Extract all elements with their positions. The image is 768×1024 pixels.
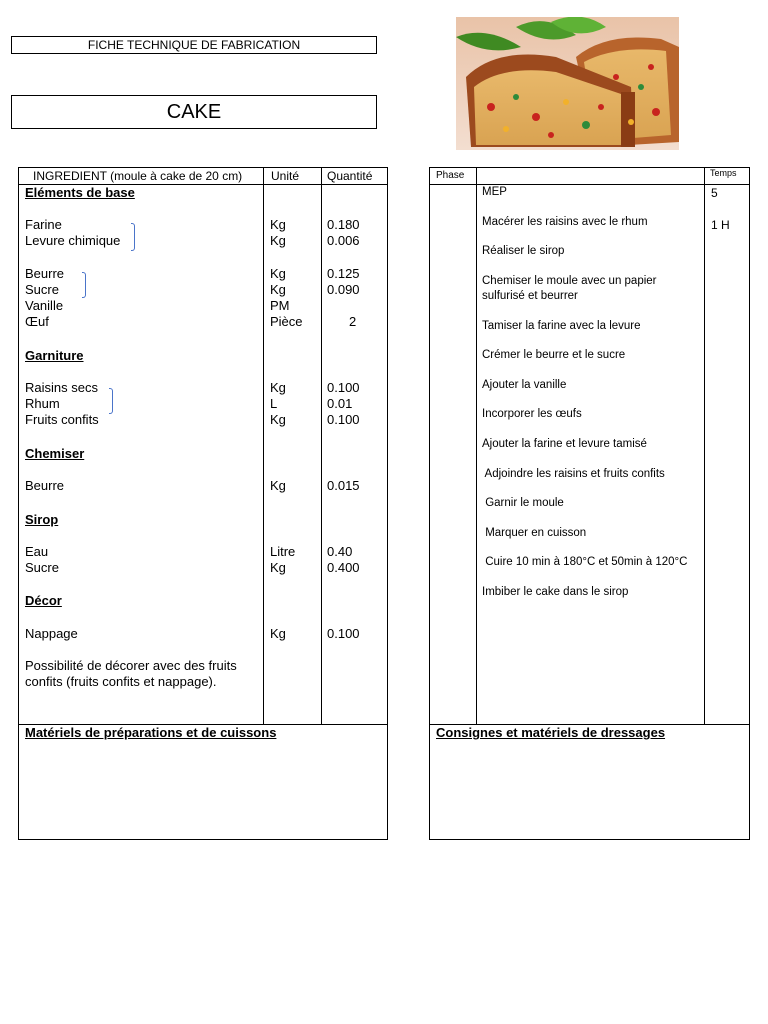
materials-footer: Matériels de préparations et de cuissons xyxy=(25,725,277,740)
ingredient-name: Œuf xyxy=(25,314,49,329)
ingredient-qty: 0.015 xyxy=(327,478,360,493)
ingredient-name: Beurre xyxy=(25,266,65,281)
ingredient-name: Farine xyxy=(25,217,62,232)
step-text: Adjoindre les raisins et fruits confits xyxy=(482,468,665,480)
dressage-footer: Consignes et matériels de dressages xyxy=(436,725,666,740)
ingredient-unit: Kg xyxy=(270,380,286,395)
brace-mark xyxy=(109,388,113,414)
step-text: Macérer les raisins avec le rhum xyxy=(482,216,648,228)
step-text: Incorporer les œufs xyxy=(482,408,582,420)
ingredient-unit: Kg xyxy=(270,233,286,248)
recipe-name: CAKE xyxy=(11,95,377,129)
step-text: Tamiser la farine avec la levure xyxy=(482,320,641,332)
decor-note-line1: Possibilité de décorer avec des fruits xyxy=(25,658,237,673)
ingredient-unit: Kg xyxy=(270,560,286,575)
ingredient-name: Sucre xyxy=(25,560,59,575)
ingredient-unit: Kg xyxy=(270,282,286,297)
ingredient-name: Sucre xyxy=(25,282,59,297)
step-text: Imbiber le cake dans le sirop xyxy=(482,586,629,598)
ingredient-name: Beurre xyxy=(25,478,65,493)
ingredient-qty: 2 xyxy=(349,314,357,329)
step-text: Chemiser le moule avec un papier xyxy=(482,275,657,287)
col-qty-header: Quantité xyxy=(327,169,373,183)
ingredient-qty: 0.100 xyxy=(327,412,360,427)
ingredient-qty: 0.100 xyxy=(327,626,360,641)
ingredients-table xyxy=(18,167,388,840)
fiche-title: FICHE TECHNIQUE DE FABRICATION xyxy=(11,36,377,54)
ingredient-name: Levure chimique xyxy=(25,233,121,248)
step-text: Marquer en cuisson xyxy=(482,527,587,539)
ingredient-name: Nappage xyxy=(25,626,78,641)
col-ingredient-header: INGREDIENT (moule à cake de 20 cm) xyxy=(33,169,243,183)
brace-mark xyxy=(131,223,135,251)
ingredient-qty: 0.180 xyxy=(327,217,360,232)
ingredient-qty: 0.40 xyxy=(327,544,353,559)
step-text: Réaliser le sirop xyxy=(482,245,565,257)
ingredient-unit: Litre xyxy=(270,544,296,559)
ingredient-name: Vanille xyxy=(25,298,64,313)
ingredient-unit: Kg xyxy=(270,626,286,641)
ingredient-qty: 0.006 xyxy=(327,233,360,248)
step-text: MEP xyxy=(482,186,507,198)
ingredient-qty: 0.090 xyxy=(327,282,360,297)
ingredient-qty: 0.125 xyxy=(327,266,360,281)
step-text: Cuire 10 min à 180°C et 50min à 120°C xyxy=(482,556,688,568)
step-text: Ajouter la vanille xyxy=(482,379,567,391)
phase-table xyxy=(429,167,750,840)
section-decor: Décor xyxy=(25,593,62,608)
fruit-cake-photo xyxy=(456,17,679,150)
decor-note-line2: confits (fruits confits et nappage). xyxy=(25,674,217,689)
step-text: Ajouter la farine et levure tamisé xyxy=(482,438,647,450)
col-temps-header: Temps xyxy=(710,168,737,178)
ingredient-unit: L xyxy=(270,396,278,411)
ingredient-name: Eau xyxy=(25,544,49,559)
ingredient-unit: Pièce xyxy=(270,314,303,329)
ingredient-qty: 0.400 xyxy=(327,560,360,575)
ingredient-unit: Kg xyxy=(270,412,286,427)
section-sirop: Sirop xyxy=(25,512,59,527)
ingredient-qty: 0.100 xyxy=(327,380,360,395)
step-text: Garnir le moule xyxy=(482,497,564,509)
ingredient-name: Rhum xyxy=(25,396,60,411)
ingredient-unit: Kg xyxy=(270,478,286,493)
col-phase-header: Phase xyxy=(436,170,465,181)
step-text: Crémer le beurre et le sucre xyxy=(482,349,626,361)
ingredient-name: Raisins secs xyxy=(25,380,98,395)
step-text: sulfurisé et beurrer xyxy=(482,290,578,302)
ingredient-unit: Kg xyxy=(270,266,286,281)
ingredient-unit: Kg xyxy=(270,217,286,232)
ingredient-name: Fruits confits xyxy=(25,412,99,427)
time-value: 5 xyxy=(711,186,718,200)
time-value: 1 H xyxy=(711,218,730,232)
col-unit-header: Unité xyxy=(271,169,300,183)
brace-mark xyxy=(82,272,86,298)
ingredient-unit: PM xyxy=(270,298,290,313)
section-garniture: Garniture xyxy=(25,348,84,363)
section-chemiser: Chemiser xyxy=(25,446,85,461)
ingredient-qty: 0.01 xyxy=(327,396,353,411)
section-base: Eléments de base xyxy=(25,185,135,200)
